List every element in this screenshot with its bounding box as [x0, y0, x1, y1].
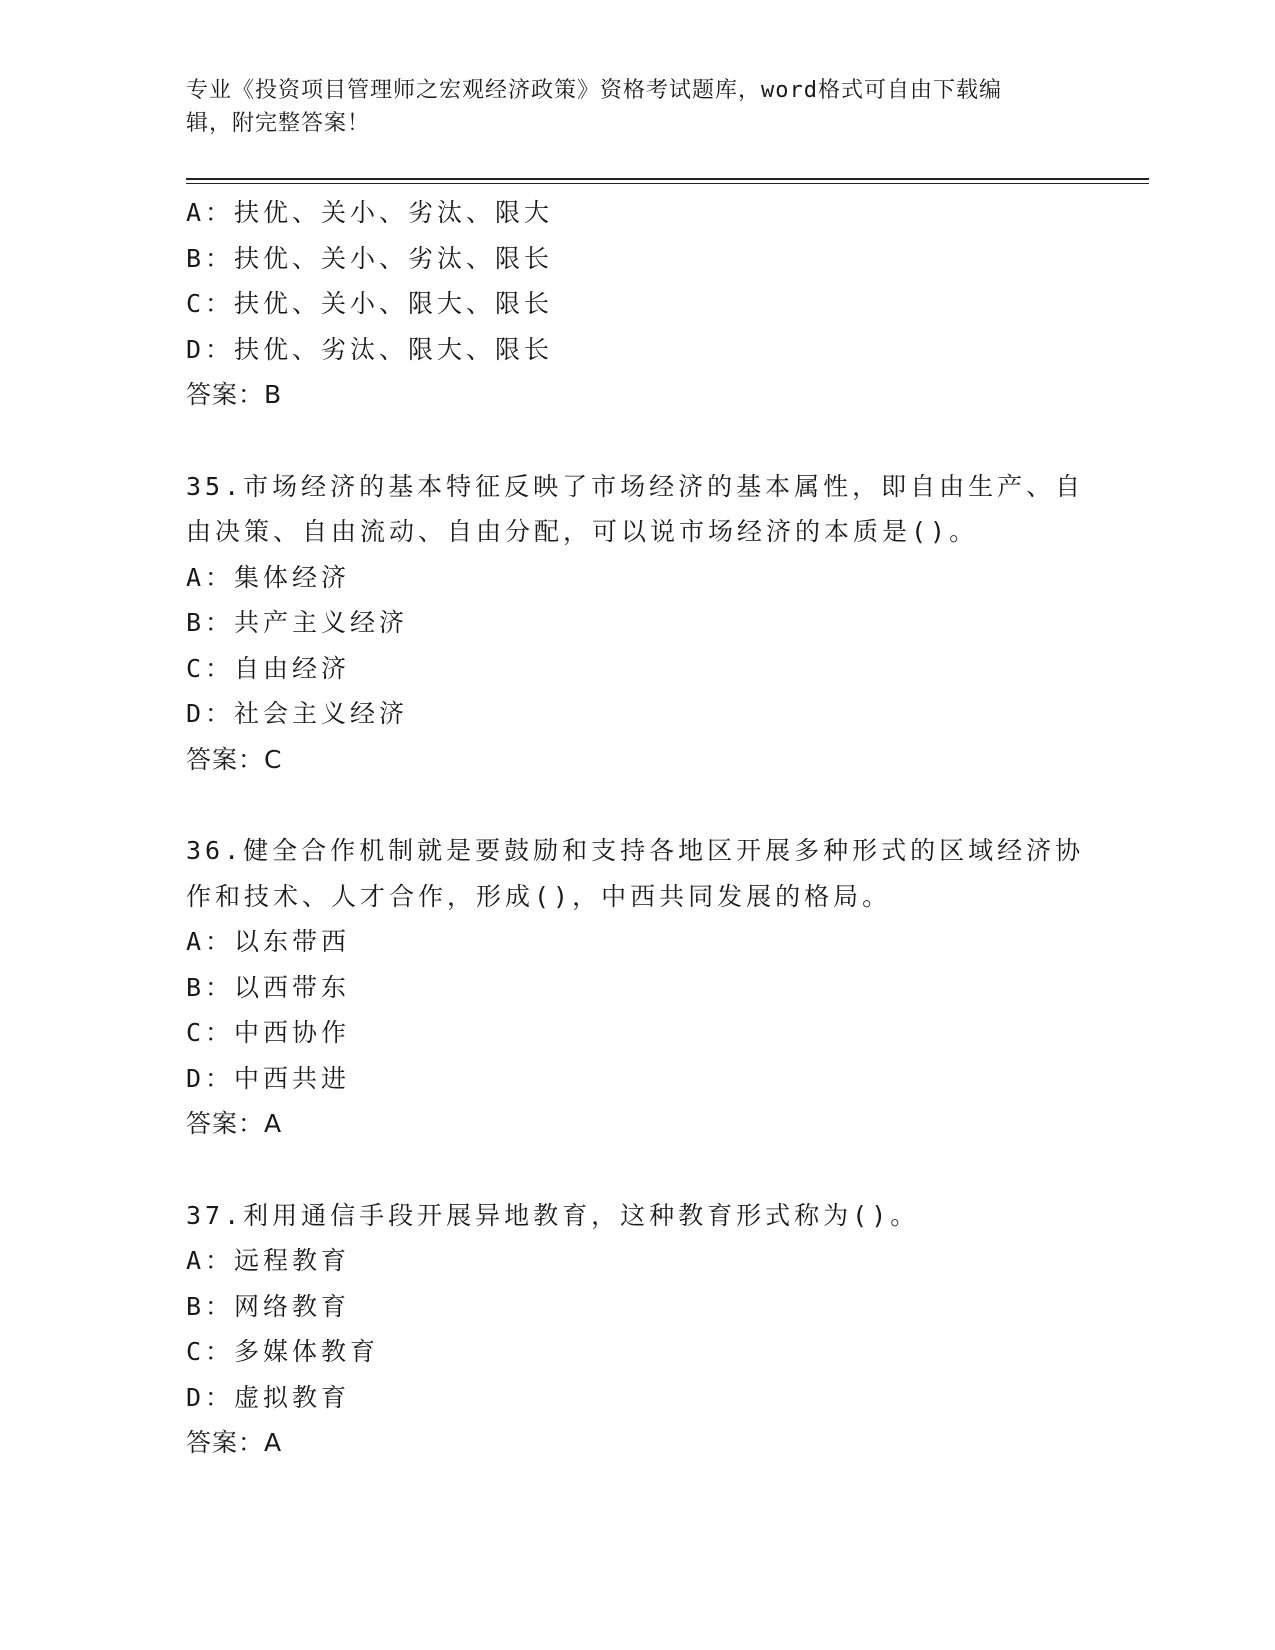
option-c: C：多媒体教育 [186, 1337, 380, 1366]
option-b: B：扶优、关小、劣汰、限长 [186, 243, 554, 273]
answer-line: 答案：A [186, 1109, 283, 1138]
option-a: A：远程教育 [186, 1246, 351, 1275]
option-d: D：社会主义经济 [186, 699, 409, 728]
option-a: A：以东带西 [186, 927, 351, 956]
header-line-1: 专业《投资项目管理师之宏观经济政策》资格考试题库，word格式可自由下载编 [186, 78, 1002, 103]
question-block [186, 1193, 1086, 1466]
option-a: A：集体经济 [186, 562, 351, 592]
header-line-2: 辑，附完整答案！ [186, 111, 371, 136]
option-d: D：扶优、劣汰、限大、限长 [186, 334, 554, 364]
question-stem-line: 37.利用通信手段开展异地教育，这种教育形式称为()。 [186, 1200, 920, 1230]
answer-line: 答案：A [186, 1428, 283, 1457]
option-d: D：虚拟教育 [186, 1382, 351, 1412]
header-divider-thin [186, 183, 1149, 184]
option-b: B：共产主义经济 [186, 608, 409, 637]
option-b: B：以西带东 [186, 972, 351, 1002]
question-block [186, 464, 1086, 783]
question-stem-line: 由决策、自由流动、自由分配，可以说市场经济的本质是()。 [186, 517, 979, 546]
header-divider-thick [186, 178, 1149, 180]
option-c: C：中西协作 [186, 1018, 351, 1047]
document-header [186, 74, 1076, 140]
option-c: C：扶优、关小、限大、限长 [186, 289, 554, 318]
option-b: B：网络教育 [186, 1291, 351, 1321]
question-stem-line: 35.市场经济的基本特征反映了市场经济的基本属性，即自由生产、自 [186, 471, 1085, 501]
option-c: C：自由经济 [186, 653, 351, 683]
answer-line: 答案：C [186, 744, 283, 774]
question-stem-line: 作和技术、人才合作，形成()，中西共同发展的格局。 [186, 881, 892, 911]
question-block [186, 828, 1086, 1147]
option-d: D：中西共进 [186, 1063, 351, 1093]
question-list [186, 190, 1086, 1466]
option-a: A：扶优、关小、劣汰、限大 [186, 198, 554, 227]
question-block [186, 190, 1086, 418]
question-stem-line: 36.健全合作机制就是要鼓励和支持各地区开展多种形式的区域经济协 [186, 836, 1085, 865]
answer-line: 答案：B [186, 380, 283, 409]
